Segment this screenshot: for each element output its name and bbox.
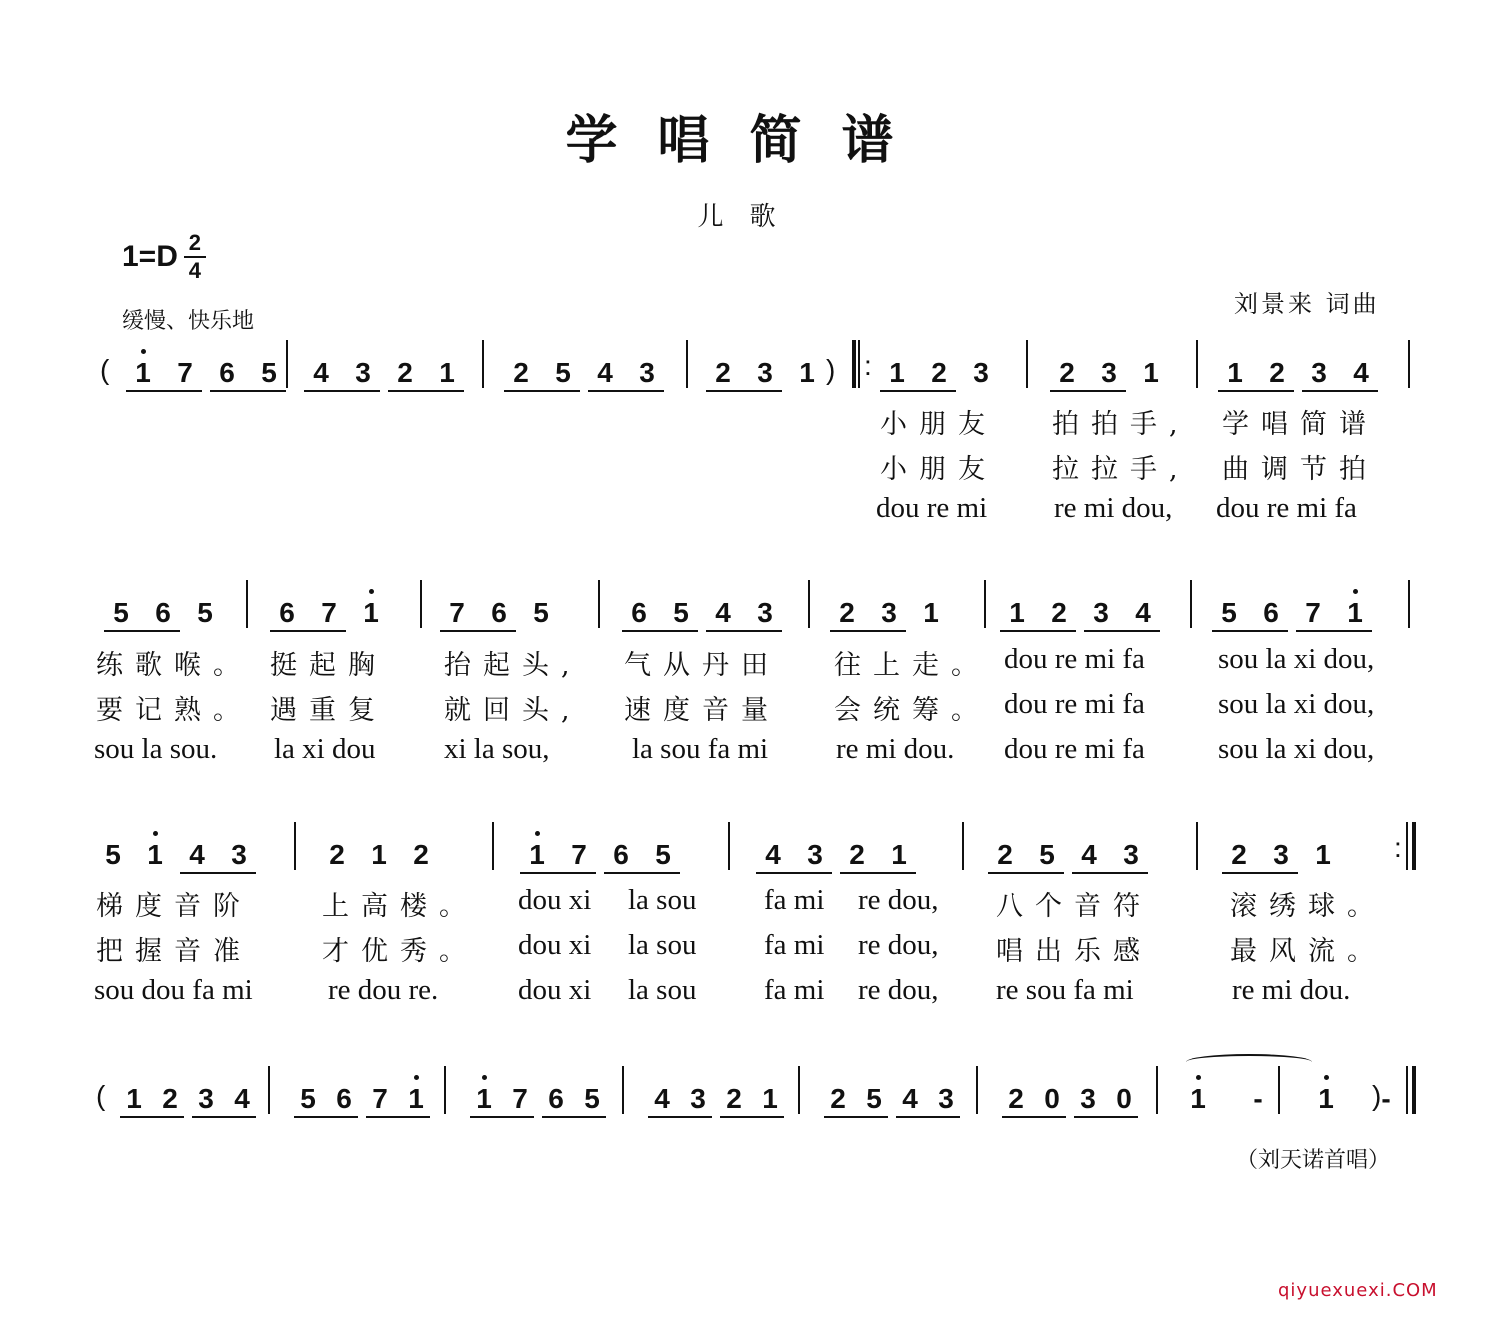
lyric-phrase: dou re mi fa: [1216, 492, 1357, 524]
note: 2: [839, 597, 855, 628]
lyric-phrase: 气从丹田: [624, 650, 780, 681]
high-octave-dot: [1196, 1075, 1201, 1080]
score-row: [0, 338, 1499, 408]
key-tonic: 1=D: [122, 240, 178, 273]
eighth-beam: [988, 872, 1064, 874]
note: 4: [189, 839, 205, 870]
measure: [466, 1064, 610, 1134]
bar-line: [1278, 1066, 1280, 1114]
note: 3: [1101, 357, 1117, 388]
eighth-beam: [192, 1116, 256, 1118]
note: 7: [1305, 597, 1321, 628]
note: 4: [313, 357, 329, 388]
note: 2: [1051, 597, 1067, 628]
bar-line: [1156, 1066, 1158, 1114]
lyric-phrase: 小朋友: [880, 409, 997, 440]
note: 7: [449, 597, 465, 628]
measure: [998, 1064, 1142, 1134]
bar-line: [798, 1066, 800, 1114]
lyric-phrase: re dou,: [858, 929, 939, 961]
lyric-phrase: la sou: [628, 974, 697, 1006]
eighth-beam: [706, 630, 782, 632]
note: 5: [1039, 839, 1055, 870]
note: 7: [372, 1083, 388, 1114]
note: 6: [336, 1083, 352, 1114]
high-octave-dot: [535, 831, 540, 836]
note: 2: [849, 839, 865, 870]
score-row: [0, 820, 1499, 890]
eighth-beam: [470, 1116, 534, 1118]
lyric-phrase: sou la xi dou,: [1218, 733, 1375, 765]
high-octave-dot: [414, 1075, 419, 1080]
lyric-phrase: fa mi: [764, 929, 825, 961]
bar-line: [1196, 340, 1198, 388]
note: 4: [234, 1083, 250, 1114]
bar-line: [268, 1066, 270, 1114]
note: 1: [1315, 839, 1331, 870]
note: 6: [491, 597, 507, 628]
bar-line: [246, 580, 248, 628]
note: 2: [715, 357, 731, 388]
tempo-marking: 缓慢、快乐地: [122, 309, 255, 334]
eighth-beam: [388, 390, 464, 392]
note: 1: [134, 839, 176, 871]
note: 5: [655, 839, 671, 870]
close-parenthesis: ): [826, 354, 836, 385]
note: 1: [889, 357, 905, 388]
lyric-phrase: fa mi: [764, 884, 825, 916]
bar-line: [598, 580, 600, 628]
eighth-beam: [1296, 630, 1372, 632]
measure: [1296, 1064, 1416, 1134]
note: 2: [162, 1083, 178, 1114]
note: 1: [762, 1083, 778, 1114]
bar-line: [1408, 580, 1410, 628]
note: 1: [126, 1083, 142, 1114]
eighth-beam: [622, 630, 698, 632]
repeat-thick-bar: [852, 340, 856, 388]
note: 2: [397, 357, 413, 388]
site-watermark: qiyuexuexi.COM: [1278, 1280, 1438, 1301]
note: 4: [765, 839, 781, 870]
repeat-thin-bar: [1406, 822, 1408, 870]
note: 2: [413, 839, 429, 870]
lyric-phrase: 拍拍手,: [1052, 409, 1190, 440]
lyric-phrase: 拉拉手,: [1052, 454, 1190, 485]
note: 3: [938, 1083, 954, 1114]
note: 2: [1008, 1083, 1024, 1114]
eighth-beam: [542, 1116, 606, 1118]
note: 3: [1080, 1083, 1096, 1114]
note: 6: [155, 597, 171, 628]
note: 1: [466, 1083, 502, 1115]
note: 2: [1059, 357, 1075, 388]
note: 3: [355, 357, 371, 388]
note: 5: [866, 1083, 882, 1114]
eighth-beam: [126, 390, 202, 392]
measure: [290, 1064, 434, 1134]
lyric-phrase: 滚绣球。: [1230, 891, 1386, 922]
note: 2: [513, 357, 529, 388]
lyric-phrase: 挺起胸: [270, 650, 387, 681]
lyric-phrase: 小朋友: [880, 454, 997, 485]
lyric-phrase: 上高楼。: [322, 891, 478, 922]
lyric-phrase: dou re mi fa: [1004, 733, 1145, 765]
eighth-beam: [104, 630, 180, 632]
note: 6: [279, 597, 295, 628]
note: 3: [973, 357, 989, 388]
bar-line: [728, 822, 730, 870]
song-title: 学唱简谱: [565, 110, 934, 171]
note: 3: [690, 1083, 706, 1114]
note: 5: [261, 357, 277, 388]
eighth-beam: [830, 630, 906, 632]
note: 3: [757, 597, 773, 628]
eighth-beam: [180, 872, 256, 874]
lyric-phrase: re dou re.: [328, 974, 439, 1006]
lyric-phrase: 练歌喉。: [96, 650, 252, 681]
note: 2: [997, 839, 1013, 870]
eighth-beam: [1084, 630, 1160, 632]
lyric-phrase: 会统筹。: [834, 695, 990, 726]
lyric-phrase: 就回头,: [444, 695, 582, 726]
bar-line: [420, 580, 422, 628]
note: 3: [231, 839, 247, 870]
lyric-phrase: 把握音准: [96, 936, 252, 967]
measure: [300, 338, 468, 408]
high-octave-dot: [153, 831, 158, 836]
lyric-phrase: sou la xi dou,: [1218, 643, 1375, 675]
note: 6: [1263, 597, 1279, 628]
time-signature: [184, 232, 206, 282]
measure: [826, 578, 952, 648]
note: 2: [830, 1083, 846, 1114]
bar-line: [1026, 340, 1028, 388]
note: 1: [398, 1083, 434, 1115]
lyric-phrase: dou xi: [518, 884, 592, 916]
lyric-phrase: 最风流。: [1230, 936, 1386, 967]
note: 3: [1093, 597, 1109, 628]
note: 2: [329, 839, 345, 870]
lyric-phrase: re dou,: [858, 974, 939, 1006]
lyric-phrase: 八个音符: [996, 891, 1152, 922]
eighth-beam: [1074, 1116, 1138, 1118]
lyric-phrase: 才优秀。: [322, 936, 478, 967]
note: 6: [631, 597, 647, 628]
eighth-beam: [270, 630, 346, 632]
measure: [644, 1064, 788, 1134]
lyric-phrase: 梯度音阶: [96, 891, 252, 922]
bar-line: [686, 340, 688, 388]
eighth-beam: [1050, 390, 1126, 392]
lyric-phrase: dou re mi: [876, 492, 988, 524]
measure: [996, 578, 1164, 648]
note: 6: [613, 839, 629, 870]
bar-line: [984, 580, 986, 628]
note: 4: [1081, 839, 1097, 870]
eighth-beam: [896, 1116, 960, 1118]
note: 4: [654, 1083, 670, 1114]
repeat-thick-bar: [1412, 822, 1416, 870]
note: 1: [799, 357, 815, 388]
note: 3: [639, 357, 655, 388]
measure: [984, 820, 1152, 890]
eighth-beam: [520, 872, 596, 874]
note: 2: [1231, 839, 1247, 870]
lyric-phrase: la xi dou: [274, 733, 376, 765]
high-octave-dot: [141, 349, 146, 354]
note: 4: [902, 1083, 918, 1114]
lyric-phrase: dou xi: [518, 929, 592, 961]
note: 1: [371, 839, 387, 870]
note: 3: [198, 1083, 214, 1114]
lyric-phrase: 唱出乐感: [996, 936, 1152, 967]
lyric-phrase: 抬起头,: [444, 650, 582, 681]
high-octave-dot: [482, 1075, 487, 1080]
eighth-beam: [304, 390, 380, 392]
high-octave-dot: [369, 589, 374, 594]
note: 5: [105, 839, 121, 870]
bar-line: [492, 822, 494, 870]
lyric-phrase: dou re mi fa: [1004, 688, 1145, 720]
repeat-dots: :: [1394, 832, 1402, 863]
key-signature: [122, 232, 206, 282]
eighth-beam: [366, 1116, 430, 1118]
note: 2: [931, 357, 947, 388]
note: -: [1253, 1083, 1263, 1114]
note: 7: [571, 839, 587, 870]
lyric-phrase: dou xi: [518, 974, 592, 1006]
note: 4: [1135, 597, 1151, 628]
open-parenthesis: (: [100, 354, 110, 385]
note: 1: [891, 839, 907, 870]
note: 5: [113, 597, 129, 628]
measure: [116, 1064, 260, 1134]
eighth-beam: [1218, 390, 1294, 392]
tie-slur: [1186, 1054, 1312, 1070]
note: 2: [1269, 357, 1285, 388]
measure: [1046, 338, 1172, 408]
note: 0: [1116, 1083, 1132, 1114]
eighth-beam: [504, 390, 580, 392]
note: 5: [673, 597, 689, 628]
open-parenthesis: (: [96, 1080, 106, 1111]
final-thin-bar: [1406, 1066, 1408, 1114]
eighth-beam: [824, 1116, 888, 1118]
measure: [1168, 1064, 1288, 1134]
bar-line: [808, 580, 810, 628]
measure: [1208, 578, 1376, 648]
bar-line: [286, 340, 288, 388]
singer-credit: （刘天诺首唱）: [1236, 1148, 1391, 1173]
lyric-phrase: 往上走。: [834, 650, 990, 681]
lyric-phrase: 遇重复: [270, 695, 387, 726]
note: 3: [1123, 839, 1139, 870]
bar-line: [1190, 580, 1192, 628]
note: 2: [726, 1083, 742, 1114]
measure: [618, 578, 786, 648]
lyric-phrase: xi la sou,: [444, 733, 550, 765]
bar-line: [444, 1066, 446, 1114]
measure: [436, 578, 562, 648]
note: 7: [177, 357, 193, 388]
note: 5: [300, 1083, 316, 1114]
close-parenthesis: ): [1372, 1080, 1382, 1111]
time-denominator: 4: [188, 258, 201, 283]
lyric-phrase: 要记熟。: [96, 695, 252, 726]
note: 6: [219, 357, 235, 388]
lyric-phrase: dou re mi fa: [1004, 643, 1145, 675]
bar-line: [482, 340, 484, 388]
repeat-thin-bar: [858, 340, 860, 388]
note: 4: [597, 357, 613, 388]
song-subtitle: 儿歌: [697, 202, 802, 232]
lyric-phrase: la sou fa mi: [632, 733, 769, 765]
measure: [100, 578, 226, 648]
bar-line: [976, 1066, 978, 1114]
eighth-beam: [880, 390, 956, 392]
eighth-beam: [1302, 390, 1378, 392]
note: 3: [807, 839, 823, 870]
note: 1: [1168, 1083, 1228, 1115]
lyric-phrase: la sou: [628, 884, 697, 916]
note: 7: [321, 597, 337, 628]
eighth-beam: [588, 390, 664, 392]
note: 1: [122, 357, 164, 389]
eighth-beam: [1000, 630, 1076, 632]
note: 1: [1143, 357, 1159, 388]
eighth-beam: [1072, 872, 1148, 874]
repeat-dots: :: [864, 350, 872, 381]
note: 5: [555, 357, 571, 388]
eighth-beam: [294, 1116, 358, 1118]
eighth-beam: [1222, 872, 1298, 874]
measure: [1214, 338, 1382, 408]
note: 7: [512, 1083, 528, 1114]
measure: [820, 1064, 964, 1134]
note: 5: [533, 597, 549, 628]
eighth-beam: [210, 390, 286, 392]
measure: [752, 820, 920, 890]
lyric-phrase: fa mi: [764, 974, 825, 1006]
measure: [92, 820, 260, 890]
lyric-phrase: sou la xi dou,: [1218, 688, 1375, 720]
lyric-phrase: 学唱简谱: [1222, 409, 1378, 440]
eighth-beam: [1212, 630, 1288, 632]
note: 1: [1227, 357, 1243, 388]
note: 1: [1296, 1083, 1356, 1115]
note: 1: [923, 597, 939, 628]
eighth-beam: [120, 1116, 184, 1118]
measure: [702, 338, 828, 408]
note: 5: [584, 1083, 600, 1114]
bar-line: [622, 1066, 624, 1114]
score-row: [0, 578, 1499, 648]
lyric-phrase: 速度音量: [624, 695, 780, 726]
bar-line: [294, 822, 296, 870]
note: 4: [1353, 357, 1369, 388]
note: 3: [757, 357, 773, 388]
eighth-beam: [604, 872, 680, 874]
note: 3: [1311, 357, 1327, 388]
measure: [266, 578, 392, 648]
note: 1: [516, 839, 558, 871]
lyric-phrase: sou la sou.: [94, 733, 218, 765]
bar-line: [962, 822, 964, 870]
note: 3: [881, 597, 897, 628]
eighth-beam: [840, 872, 916, 874]
lyric-phrase: re dou,: [858, 884, 939, 916]
lyric-phrase: sou dou fa mi: [94, 974, 253, 1006]
note: -: [1381, 1083, 1391, 1114]
eighth-beam: [720, 1116, 784, 1118]
note: 0: [1044, 1083, 1060, 1114]
eighth-beam: [706, 390, 782, 392]
bar-line: [1408, 340, 1410, 388]
eighth-beam: [648, 1116, 712, 1118]
note: 6: [548, 1083, 564, 1114]
measure: [876, 338, 1002, 408]
note: 1: [350, 597, 392, 629]
lyric-phrase: re mi dou,: [1054, 492, 1173, 524]
lyric-phrase: 曲调节拍: [1222, 454, 1378, 485]
lyric-phrase: re mi dou.: [1232, 974, 1351, 1006]
measure: [122, 338, 290, 408]
high-octave-dot: [1353, 589, 1358, 594]
measure: [1218, 820, 1344, 890]
measure: [516, 820, 684, 890]
note: 1: [439, 357, 455, 388]
eighth-beam: [440, 630, 516, 632]
eighth-beam: [756, 872, 832, 874]
measure: [500, 338, 668, 408]
final-thick-bar: [1412, 1066, 1416, 1114]
time-numerator: 2: [188, 230, 201, 255]
lyric-phrase: re mi dou.: [836, 733, 955, 765]
composer-credit: 刘景来 词曲: [1234, 290, 1380, 318]
high-octave-dot: [1324, 1075, 1329, 1080]
note: 5: [1221, 597, 1237, 628]
note: 5: [197, 597, 213, 628]
lyric-phrase: re sou fa mi: [996, 974, 1134, 1006]
note: 1: [1009, 597, 1025, 628]
note: 4: [715, 597, 731, 628]
bar-line: [1196, 822, 1198, 870]
score-row: [0, 1064, 1499, 1134]
note: 1: [1334, 597, 1376, 629]
note: 3: [1273, 839, 1289, 870]
eighth-beam: [1002, 1116, 1066, 1118]
lyric-phrase: la sou: [628, 929, 697, 961]
measure: [316, 820, 442, 890]
